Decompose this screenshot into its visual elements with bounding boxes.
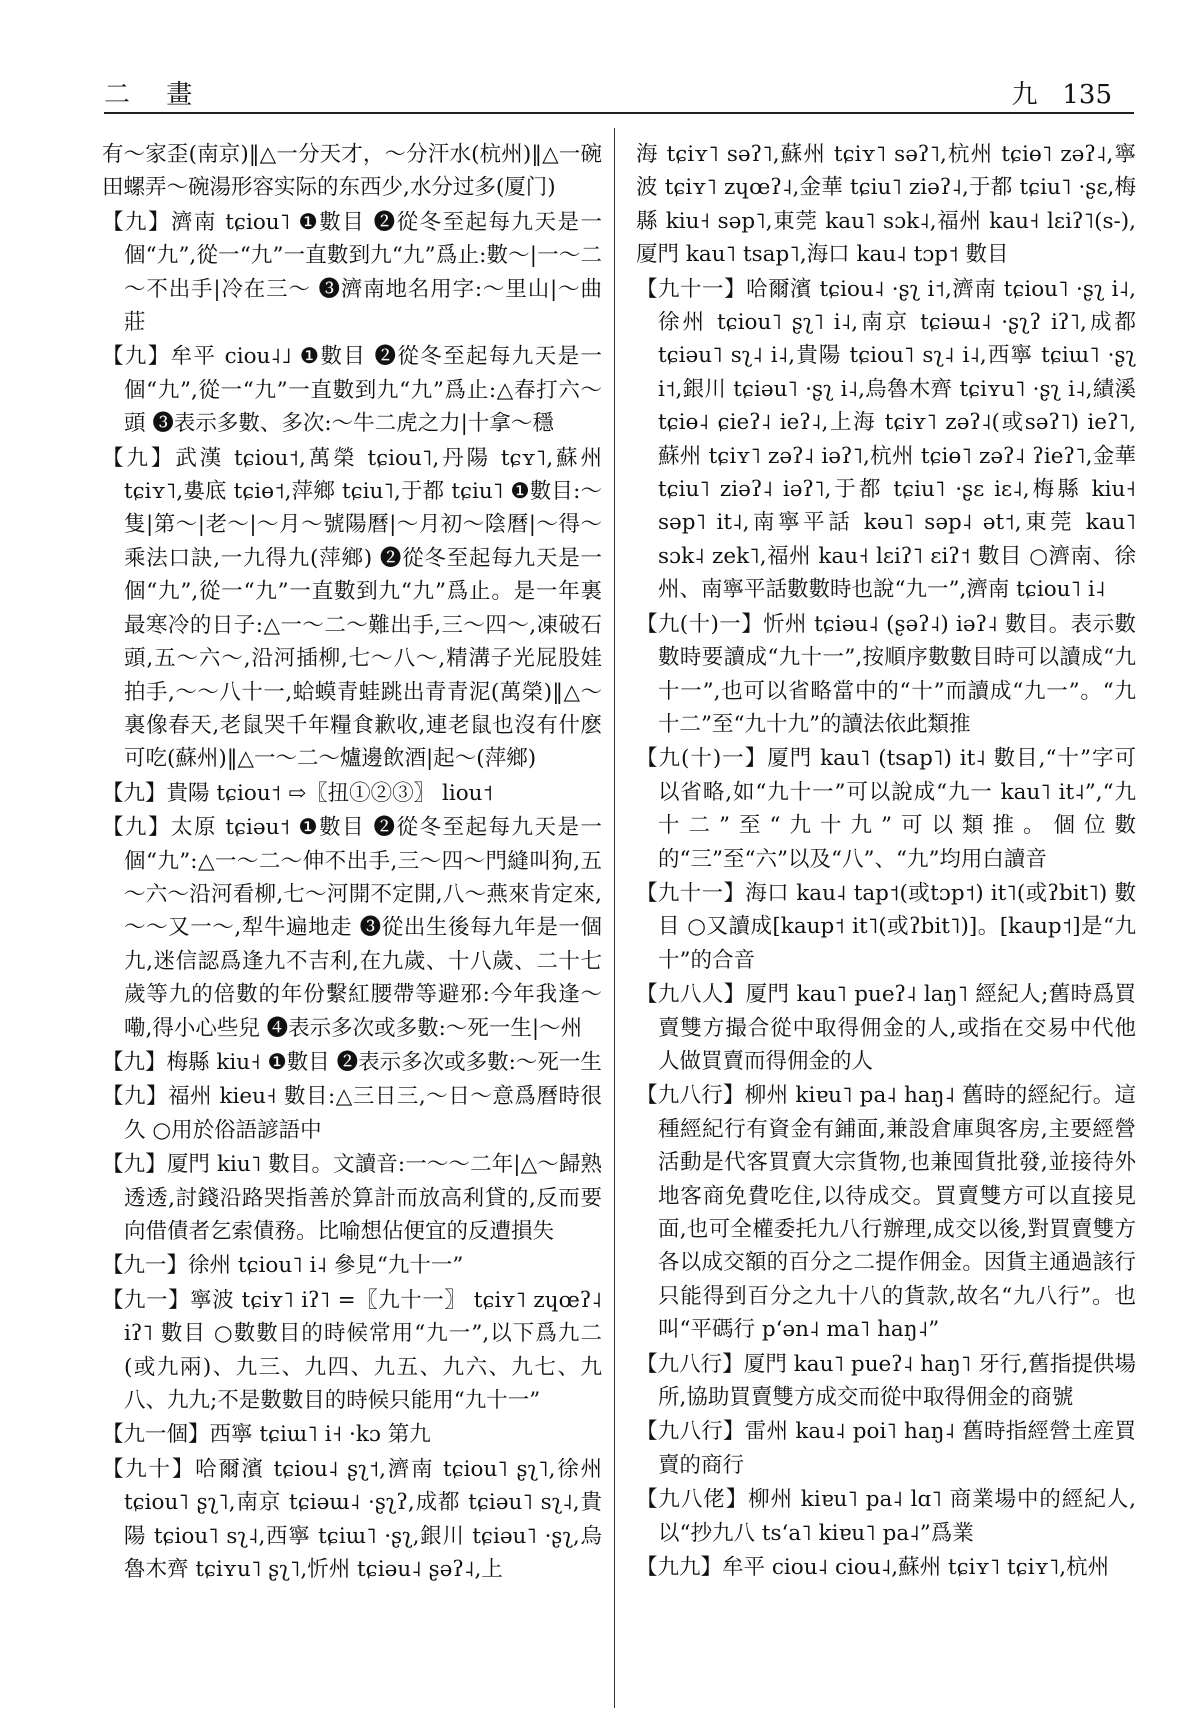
dictionary-entry: 【九十一】哈爾濱 tɕiou˨ ·ʂʅ i˦,濟南 tɕiou˥ ·ʂʅ i˨,徐州 tɕiou˥ ʂʅ˥ i˨,南京 tɕiəɯ˨ ·ʂʅʔ iʔ˥,成都 tɕiəu˥ sʅ˨ i˨,貴陽 tɕiou˥ sʅ˨ i˨,西寧 tɕiɯ˥ ·ʂʅ i˦,銀川 tɕiəu˥ ·ʂʅ i˨,烏魯木齊 tɕiʏu˥ ·ʂʅ i˨,績溪 tɕiɵ˨ ɕieʔ˨ ieʔ˨,上海 tɕiʏ˥ zəʔ˨(或səʔ˥) ieʔ˥,蘇州 tɕiʏ˥ zəʔ˨ iəʔ˥,杭州 tɕiɵ˥ zəʔ˨ ʔieʔ˥,金華 tɕiu˥ ziəʔ˨ iəʔ˥,于都 tɕiu˥ ·ʂɛ iɛ˨,梅縣 kiu˧ səp˥ it˨,南寧平話 kəu˥ səp˨ ət˦,東莞 kau˥ sɔk˨ zek˥,福州 kau˧ lɛiʔ˥ ɛiʔ˦ 數目 ○濟南、徐州、南寧平話數數時也說“九一”,濟南 tɕiou˥ i˨ — [636, 276, 1136, 603]
dictionary-entry: 【九八行】雷州 kau˨ poi˥ haŋ˨ 舊時指經營土産買賣的商行 — [636, 1419, 1136, 1478]
dictionary-entry: 【九一】徐州 tɕiou˥ i˨ 參見“九十一” — [102, 1253, 464, 1279]
dictionary-entry: 【九】貴陽 tɕiou˦ ⇨〖扭①②③〗 liou˦ — [102, 780, 494, 806]
page-number: 135 — [1062, 80, 1112, 110]
dictionary-entry: 【九八行】柳州 kiɐu˥ pa˨ haŋ˨ 舊時的經紀行。這種經紀行有資金有鋪面,兼設倉庫與客房,主要經營活動是代客買賣大宗貨物,也兼囤貨批發,並接待外地客商免費吃住,以待成交。買賣雙方可以直接見面,也可全權委托九八行辦理,成交以後,對買賣雙方各以成交額的百分之二提作佣金。因貨主通過該行只能得到百分之九十八的貨款,故名“九八行”。也叫“平碼行 pʻən˨ ma˥ haŋ˨” — [636, 1083, 1136, 1343]
dictionary-entry: 【九】濟南 tɕiou˥ ❶數目 ❷從冬至起每九天是一個“九”,從一“九”一直數到九“九”爲止:數～|一～二～不出手|冷在三～ ❸濟南地名用字:～里山|～曲莊 — [102, 209, 602, 336]
dictionary-entry: 【九十一】海口 kau˨ tap˦(或tɔp˦) it˥(或ʔbit˥) 數目 ○又讀成[kaup˦ it˥(或ʔbit˥)]。[kaup˦]是“九十”的合音 — [636, 880, 1136, 973]
dictionary-entry: 【九八人】厦門 kau˥ pueʔ˨ laŋ˥ 經紀人;舊時爲買賣雙方撮合從中取得佣金的人,或指在交易中代他人做買賣而得佣金的人 — [636, 982, 1136, 1074]
dictionary-entry: 【九】福州 kieu˧ 數目:△三日三,～日～意爲曆時很久 ○用於俗語諺語中 — [102, 1084, 602, 1143]
dictionary-entry: 【九八佬】柳州 kiɐu˥ pa˨ lɑ˥ 商業場中的經紀人,以“抄九八 tsʻa˥ kiɐu˥ pa˨”爲業 — [636, 1487, 1136, 1546]
dictionary-entry: 【九(十)一】忻州 tɕiəu˨ (ʂəʔ˨) iəʔ˨ 數目。表示數數時要讀成“九十一”,按順序數數目時可以讀成“九十一”,也可以省略當中的“十”而讀成“九一”。“九十二”至“九十九”的讀法依此類推 — [636, 611, 1136, 737]
dictionary-entry: 【九】厦門 kiu˥ 數目。文讀音:一～～二年|△～歸熟透透,討錢沿路哭指善於算計而放高利貸的,反而要向借債者乞索債務。比喻想佔便宜的反遭損失 — [102, 1152, 602, 1244]
page-header — [104, 68, 1134, 114]
right-column — [636, 138, 1136, 1585]
column-divider — [614, 128, 615, 1708]
left-column — [102, 138, 602, 1587]
dictionary-entry: 【九】梅縣 kiu˧ ❶數目 ❷表示多次或多數:～死一生 — [102, 1049, 602, 1075]
dictionary-entry: 【九】太原 tɕiəu˦ ❶數目 ❷從冬至起每九天是一個“九”:△一～二～伸不出手,三～四～門縫叫狗,五～六～沿河看柳,七～河開不定開,八～燕來肯定來,～～又一～,犁牛遍地走 ❸從出生後每九年是一個九,迷信認爲逢九不吉利,在九歲、十八歲、二十七歲等九的倍數的年份繫紅腰帶等避邪:今年我逢～嘞,得小心些兒 ❹表示多次或多數:～死一生|～州 — [102, 815, 602, 1041]
dictionary-entry: 【九(十)一】厦門 kau˥ (tsap˥) it˨ 數目,“十”字可以省略,如“九十一”可以說成“九一 kau˥ it˨”,“九十二”至“九十九”可以類推。個位數的“三”至“六”以及“八”、“九”均用白讀音 — [636, 746, 1136, 872]
dictionary-entry: 【九一個】西寧 tɕiɯ˥ i˧ ·kɔ 第九 — [102, 1422, 431, 1448]
dictionary-entry: 【九十】哈爾濱 tɕiou˨ ʂʅ˦,濟南 tɕiou˥ ʂʅ˥,徐州 tɕiou˥ ʂʅ˥,南京 tɕiəɯ˨ ·ʂʅʔ,成都 tɕiəu˥ sʅ˨,貴陽 tɕiou˥ sʅ˨,西寧 tɕiɯ˥ ·ʂʅ,銀川 tɕiəu˥ ·ʂʅ,烏魯木齊 tɕiʏu˥ ʂʅ˥,忻州 tɕiəu˨ ʂəʔ˨,上 — [102, 1456, 602, 1583]
running-head — [1012, 74, 1112, 111]
dictionary-entry: 【九】牟平 ciou˨˩ ❶數目 ❷從冬至起每九天是一個“九”,從一“九”一直數到九“九”爲止:△春打六～頭 ❸表示多數、多次:～牛二虎之力|十拿～穩 — [102, 344, 602, 437]
header-char: 九 — [1011, 80, 1038, 110]
dictionary-entry: 海 tɕiʏ˥ səʔ˥,蘇州 tɕiʏ˥ səʔ˥,杭州 tɕiɵ˥ zəʔ˨,寧波 tɕiʏ˥ zɥœʔ˨,金華 tɕiu˥ ziəʔ˨,于都 tɕiu˥ ·ʂɛ,梅縣 kiu˧ səp˥,東莞 kau˥ sɔk˨,福州 kau˧ lɛiʔ˥(s-),厦門 kau˥ tsap˥,海口 kau˨ tɔp˦ 數目 — [636, 142, 1136, 268]
dictionary-entry: 【九一】寧波 tɕiʏ˥ iʔ˥ =〖九十一〗 tɕiʏ˥ zɥœʔ˨ iʔ˥ 數目 ○數數目的時候常用“九一”,以下爲九二(或九兩)、九三、九四、九五、九六、九七、九八、九九;不是數數目的時候只能用“九十一” — [102, 1287, 602, 1414]
dictionary-entry: 【九九】牟平 ciou˨ ciou˨,蘇州 tɕiʏ˥ tɕiʏ˥,杭州 — [636, 1555, 1110, 1581]
dictionary-entry: 【九】武漢 tɕiou˦,萬榮 tɕiou˥,丹陽 tɕʏ˥,蘇州 tɕiʏ˥,婁底 tɕiɵ˦,萍鄉 tɕiu˥,于都 tɕiu˥ ❶數目:～隻|第～|老～|～月～號陽曆|～月初～陰曆|～得～乘法口訣,一九得九(萍鄉) ❷從冬至起每九天是一個“九”,從一“九”一直數到九“九”爲止。是一年裏最寒冷的日子:△一～二～難出手,三～四～,凍破石頭,五～六～,沿河插柳,七～八～,精溝子光屁股娃拍手,～～八十一,蛤蟆青蛙跳出青青泥(萬榮)‖△～裏像春天,老鼠哭千年糧食歉收,連老鼠也沒有什麽可吃(蘇州)‖△一～二～爐邊飲酒|起～(萍鄉) — [102, 445, 602, 772]
dictionary-entry: 【九八行】厦門 kau˥ pueʔ˨ haŋ˥ 牙行,舊指提供場所,協助買賣雙方成交而從中取得佣金的商號 — [636, 1351, 1136, 1411]
dictionary-entry: 有～家歪(南京)‖△一分天才，～分汗水(杭州)‖△一碗田螺弄～碗湯形容实际的东西少,水分过多(厦门) — [102, 142, 602, 201]
section-title: 二 畫 — [104, 80, 207, 110]
